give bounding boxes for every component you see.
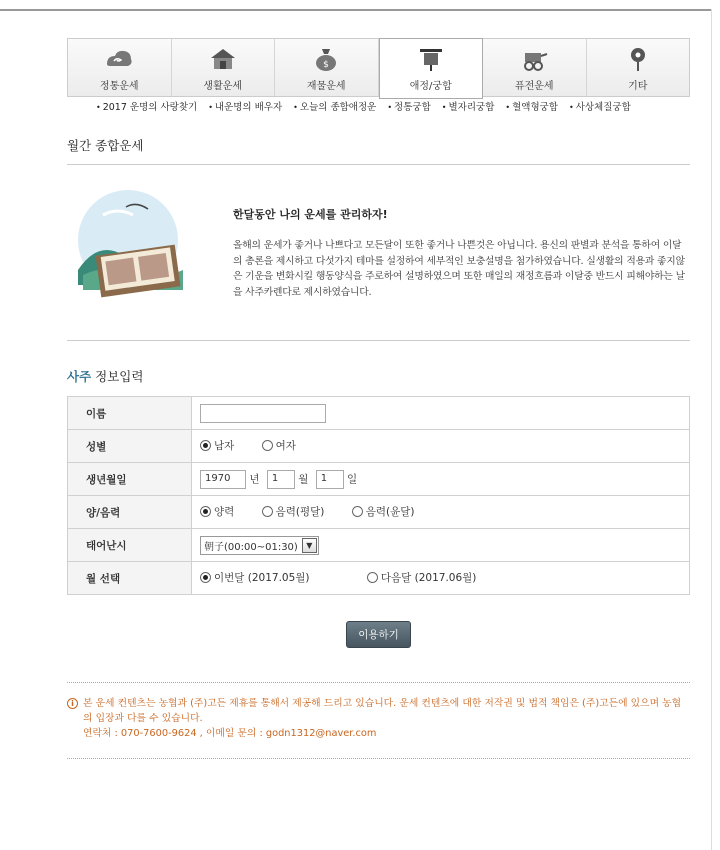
tab-wealth[interactable] bbox=[275, 39, 379, 96]
radio-label: 음력(평달) bbox=[275, 506, 325, 518]
birth-time-value: 朝子(00:00~01:30) bbox=[204, 541, 298, 553]
subnav-item[interactable]: • 정통궁합 bbox=[387, 99, 430, 113]
page-title: 월간 종합운세 bbox=[67, 138, 144, 153]
radio-unchecked-icon bbox=[367, 572, 378, 583]
solar-radio[interactable] bbox=[200, 504, 234, 519]
subnav-item[interactable]: • 별자리궁합 bbox=[442, 99, 495, 113]
lunar-leap-radio[interactable] bbox=[352, 504, 415, 519]
radio-label: 양력 bbox=[214, 506, 235, 518]
cloud-swirl-icon bbox=[104, 46, 134, 72]
birth-month-input[interactable]: 1 bbox=[267, 470, 295, 489]
cart-icon bbox=[519, 46, 549, 72]
tab-traditional[interactable] bbox=[68, 39, 172, 96]
name-input[interactable] bbox=[200, 404, 326, 423]
notice bbox=[67, 696, 690, 741]
radio-label: 여자 bbox=[275, 440, 296, 452]
tab-label: 정통운세 bbox=[99, 81, 139, 92]
tab-label: 생활운세 bbox=[203, 81, 243, 92]
right-border bbox=[711, 9, 712, 850]
submit-button[interactable]: 이용하기 bbox=[346, 621, 411, 648]
info-icon: i bbox=[67, 698, 78, 709]
form-row-gender bbox=[68, 430, 690, 463]
crane-calendar-illustration bbox=[68, 185, 200, 307]
birth-label: 생년월일 bbox=[68, 463, 192, 496]
gender-male-radio[interactable] bbox=[200, 438, 234, 453]
calendar-label: 양/음력 bbox=[68, 496, 192, 529]
divider bbox=[67, 340, 690, 341]
saju-form bbox=[67, 396, 690, 595]
tab-label: 기타 bbox=[628, 81, 648, 92]
subnav-item[interactable]: • 2017 운명의 사랑찾기 bbox=[96, 99, 197, 113]
form-row-calendar bbox=[68, 496, 690, 529]
tab-fusion[interactable] bbox=[483, 39, 587, 96]
house-icon bbox=[208, 46, 238, 72]
chevron-down-icon: ▼ bbox=[302, 538, 317, 553]
subnav-item[interactable]: • 사상체질궁합 bbox=[569, 99, 631, 113]
tab-label: 애정/궁합 bbox=[409, 81, 452, 92]
notice-contact: 연락처 : 070-7600-9624 , 이메일 문의 : godn1312@naver.com bbox=[83, 728, 377, 739]
divider bbox=[67, 682, 690, 683]
form-row-birth bbox=[68, 463, 690, 496]
tab-etc[interactable] bbox=[587, 39, 690, 96]
radio-label: 다음달 (2017.06월) bbox=[380, 572, 477, 584]
radio-label: 이번달 (2017.05월) bbox=[214, 572, 310, 584]
intro-description: 올해의 운세가 좋거나 나쁘다고 모든달이 또한 좋거나 나쁜것은 아닙니다. 용신의 판별과 분석을 통하여 이달의 총론을 제시하고 다섯가지 테마를 설정하여 세부적인 보충설명을 첨가하였습니다. 실생활의 적용과 좋지않은 기운을 변화시킬 행동양식을 주로하여 설명하였으며 또한 매일의 재정흐름과 이달중 반드시 피해야하는 날을 사주카렌다로 제시하였습니다. bbox=[233, 240, 685, 298]
month-select-label: 월 선택 bbox=[68, 562, 192, 595]
birth-day-input[interactable]: 1 bbox=[316, 470, 344, 489]
notice-text: 본 운세 컨텐츠는 농협과 (주)고든 제휴를 통해서 제공해 드리고 있습니다. 운세 컨텐츠에 대한 저작권 및 법적 책임은 (주)고든에 있으며 농협의 입장과 다를 수 있습니다. bbox=[83, 698, 682, 724]
birth-time-select[interactable] bbox=[200, 536, 319, 555]
lantern-icon bbox=[416, 46, 446, 72]
form-title-accent: 사주 bbox=[67, 369, 92, 384]
radio-unchecked-icon bbox=[262, 506, 273, 517]
day-unit: 일 bbox=[347, 473, 358, 485]
this-month-radio[interactable] bbox=[200, 570, 310, 585]
sub-navigation bbox=[96, 99, 631, 113]
subnav-item[interactable]: • 혈액형궁합 bbox=[505, 99, 558, 113]
top-border bbox=[0, 9, 712, 11]
tab-label: 재물운세 bbox=[306, 81, 346, 92]
radio-checked-icon bbox=[200, 506, 211, 517]
money-bag-icon bbox=[311, 46, 341, 72]
divider bbox=[67, 164, 690, 165]
radio-label: 음력(윤달) bbox=[365, 506, 415, 518]
tab-life[interactable] bbox=[172, 39, 276, 96]
time-label: 태어난시 bbox=[68, 529, 192, 562]
name-label: 이름 bbox=[68, 397, 192, 430]
form-row-month bbox=[68, 562, 690, 595]
form-row-time bbox=[68, 529, 690, 562]
radio-checked-icon bbox=[200, 572, 211, 583]
tab-label: 퓨전운세 bbox=[514, 81, 554, 92]
gender-label: 성별 bbox=[68, 430, 192, 463]
month-unit: 월 bbox=[298, 473, 309, 485]
intro-heading: 한달동안 나의 운세를 관리하자! bbox=[233, 208, 388, 221]
form-title bbox=[67, 367, 143, 385]
radio-unchecked-icon bbox=[352, 506, 363, 517]
subnav-item[interactable]: • 오늘의 종합애정운 bbox=[293, 99, 376, 113]
gender-female-radio[interactable] bbox=[262, 438, 296, 453]
subnav-item[interactable]: • 내운명의 배우자 bbox=[208, 99, 282, 113]
birth-year-input[interactable]: 1970 bbox=[200, 470, 246, 489]
radio-label: 남자 bbox=[214, 440, 235, 452]
form-row-name bbox=[68, 397, 690, 430]
form-title-rest: 정보입력 bbox=[91, 369, 144, 384]
year-unit: 년 bbox=[249, 473, 260, 485]
radio-checked-icon bbox=[200, 440, 211, 451]
divider bbox=[67, 758, 690, 759]
pin-icon bbox=[623, 46, 653, 72]
category-tabs bbox=[67, 38, 690, 97]
next-month-radio[interactable] bbox=[367, 570, 477, 585]
svg-text:$: $ bbox=[323, 60, 330, 70]
tab-love[interactable] bbox=[379, 38, 484, 99]
radio-unchecked-icon bbox=[262, 440, 273, 451]
lunar-normal-radio[interactable] bbox=[262, 504, 325, 519]
